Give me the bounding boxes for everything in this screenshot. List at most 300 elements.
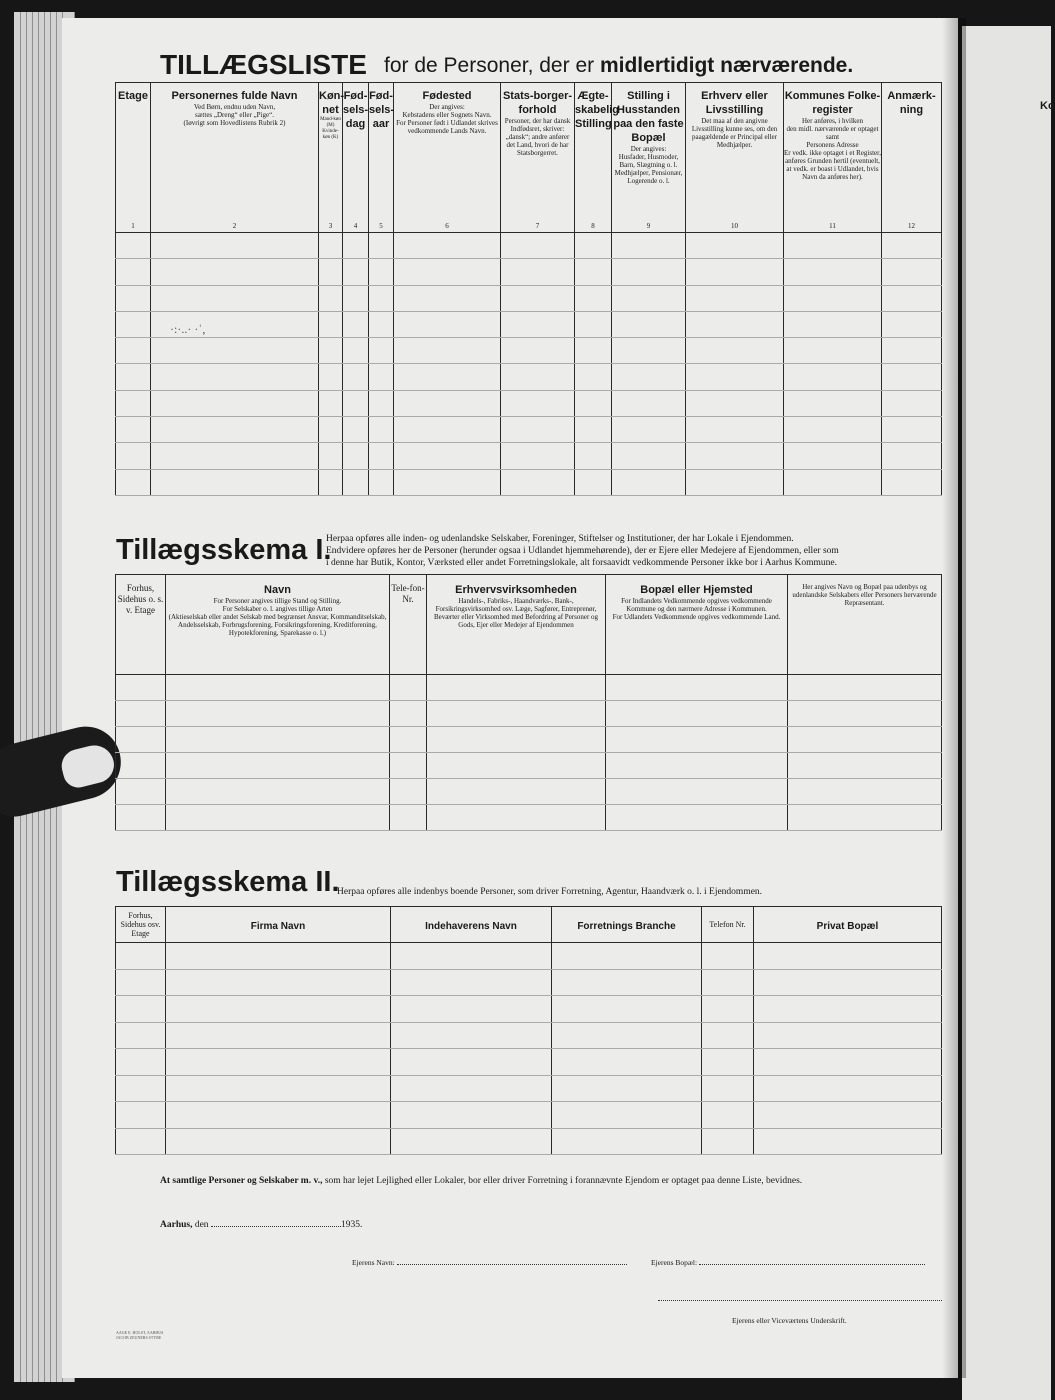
list-cell[interactable] [394,390,501,416]
skema2-cell[interactable] [391,1022,552,1049]
printer-mark: AAGE E. HOLST, AARHUS JACOB ZEUNERS STYRE [116,1330,164,1340]
skema2-cell[interactable] [166,996,391,1023]
list-cell[interactable] [575,364,612,390]
list-cell[interactable] [151,364,319,390]
list-cell[interactable] [116,259,151,285]
list-col-note: Personens Adresse [806,141,859,149]
skema2-col-title: Indehaverens Navn [425,920,517,932]
list-cell[interactable] [612,417,686,443]
skema2-cell[interactable] [116,943,166,970]
skema2-cell[interactable] [552,1022,702,1049]
skema1-col-note: Handels-, Fabriks-, Haandværks-, Bank-, Forsikringsvirksomhed osv. Læge, Sagfører, Entreprenør, Beværter eller Virksomhed med Befordring af Personer og Gods, Ejer eller Medejer af Ejendommen [433,597,599,629]
list-cell[interactable] [612,338,686,364]
list-cell[interactable] [784,311,882,337]
list-cell[interactable] [369,443,394,469]
list-cell[interactable] [151,469,319,495]
skema2-cell[interactable] [552,1075,702,1102]
owner-name-line: Ejerens Navn: [352,1258,627,1267]
list-cell[interactable] [319,390,343,416]
list-cell[interactable] [686,469,784,495]
skema1-col-note: For Indlandets Vedkommende opgives vedkommende Kommune og den nærmere Adresse i Kommunen. [621,597,772,613]
list-col-note: Her anføres, i hvilken [801,117,864,125]
skema2-cell[interactable] [391,1128,552,1155]
list-col-title: Stilling i Husstanden paa den faste Bopæl [613,90,684,144]
skema2-cell[interactable] [116,1102,166,1129]
list-cell[interactable] [319,443,343,469]
skema1-col-note: (Aktieselskab eller andet Selskab med begrænset Ansvar, Kommanditselskab, Andelsselskab, Forbrugsforening, Forsikringsforening, Kreditforening, Hypotekforening, Sparekasse o. l.) [168,613,387,637]
list-col-title: Ægte-skabelig Stilling [575,90,620,130]
skema1-cell[interactable] [606,675,788,701]
list-cell[interactable] [882,390,942,416]
list-cell[interactable] [612,469,686,495]
list-row [116,469,942,495]
list-cell[interactable] [116,233,151,259]
list-cell[interactable] [686,259,784,285]
list-cell[interactable] [151,443,319,469]
list-cell[interactable] [151,390,319,416]
list-cell[interactable] [882,259,942,285]
book-gutter [942,18,966,1378]
skema1-cell[interactable] [427,675,606,701]
list-cell[interactable] [882,311,942,337]
list-cell[interactable] [343,364,369,390]
next-page-text: Ko [1040,100,1055,112]
skema2-col-header-2 [166,907,391,943]
list-cell[interactable] [575,233,612,259]
list-cell[interactable] [151,233,319,259]
skema1-cell[interactable] [606,779,788,805]
skema2-cell[interactable] [391,1075,552,1102]
skema2-cell[interactable] [552,1128,702,1155]
list-cell[interactable] [151,417,319,443]
list-col-header-7 [501,83,575,233]
list-col-note: Mand-køn (M) [320,117,341,128]
skema2-cell[interactable] [754,1128,942,1155]
list-row [116,338,942,364]
skema1-cell[interactable] [788,727,942,753]
skema2-cell[interactable] [166,1075,391,1102]
skema1-row [116,805,942,831]
list-col-header-9 [612,83,686,233]
skema1-cell[interactable] [390,805,427,831]
list-cell[interactable] [501,417,575,443]
skema1-cell[interactable] [788,675,942,701]
skema1-row [116,675,942,701]
skema2-cell[interactable] [166,1128,391,1155]
list-cell[interactable] [501,285,575,311]
skema2-cell[interactable] [391,1049,552,1076]
list-cell[interactable] [116,285,151,311]
list-col-number: 6 [445,222,449,230]
list-cell[interactable] [116,338,151,364]
skema2-cell[interactable] [116,1075,166,1102]
list-col-note: Kebstadens eller Sognets Navn. [402,111,492,119]
list-cell[interactable] [882,364,942,390]
skema2-col-header-6 [754,907,942,943]
list-cell[interactable] [575,417,612,443]
skema1-col-header-5 [606,575,788,675]
list-cell[interactable] [116,469,151,495]
list-col-title: Stats-borger-forhold [502,90,573,116]
list-cell[interactable] [151,338,319,364]
list-cell[interactable] [343,259,369,285]
list-col-header-6 [394,83,501,233]
skema2-row [116,1128,942,1155]
list-cell[interactable] [369,338,394,364]
list-col-header-1 [116,83,151,233]
skema2-cell[interactable] [754,996,942,1023]
list-col-note: For Personer født i Udlandet skrives vedkommende Lands Navn. [396,119,498,135]
list-cell[interactable] [369,285,394,311]
skema2-cell[interactable] [552,943,702,970]
skema1-cell[interactable] [116,779,166,805]
skema1-cell[interactable] [390,727,427,753]
signature-label: Ejerens eller Viceværtens Underskrift. [732,1316,847,1325]
attestation-statement: At samtlige Personer og Selskaber m. v., som har lejet Lejlighed eller Lokaler, bor eller driver Forretning i forannævnte Ejendom er optaget paa denne Liste, bevidnes. [160,1176,803,1186]
skema2-cell[interactable] [754,943,942,970]
list-cell[interactable] [612,259,686,285]
skema2-cell[interactable] [391,969,552,996]
skema1-cell[interactable] [166,701,390,727]
list-cell[interactable] [501,311,575,337]
list-cell[interactable] [784,338,882,364]
list-cell[interactable] [319,259,343,285]
list-title: TILLÆGSLISTE [160,49,367,80]
skema1-cell[interactable] [166,753,390,779]
skema2-cell[interactable] [702,943,754,970]
skema2-cell[interactable] [116,1049,166,1076]
list-cell[interactable] [343,417,369,443]
list-cell[interactable] [575,338,612,364]
list-row [116,443,942,469]
list-col-number: 2 [232,222,237,230]
skema2-cell[interactable] [702,996,754,1023]
list-cell[interactable] [575,469,612,495]
list-cell[interactable] [686,443,784,469]
skema2-cell[interactable] [166,1049,391,1076]
list-cell[interactable] [612,311,686,337]
list-cell[interactable] [784,259,882,285]
skema1-cell[interactable] [427,779,606,805]
signature-dotted-line [658,1300,942,1301]
skema1-cell[interactable] [390,779,427,805]
list-cell[interactable] [319,285,343,311]
skema2-cell[interactable] [702,1075,754,1102]
list-cell[interactable] [319,469,343,495]
skema1-cell[interactable] [606,805,788,831]
skema2-col-title: Telefon Nr. [709,920,746,929]
skema1-col-header-2 [166,575,390,675]
skema1-cell[interactable] [788,701,942,727]
list-cell[interactable] [343,338,369,364]
list-col-header-10 [686,83,784,233]
list-cell[interactable] [369,390,394,416]
list-cell[interactable] [784,390,882,416]
list-cell[interactable] [501,259,575,285]
list-cell[interactable] [612,443,686,469]
skema1-table [115,574,942,831]
skema2-row [116,996,942,1023]
skema2-cell[interactable] [166,943,391,970]
list-cell[interactable] [784,285,882,311]
skema2-row [116,1049,942,1076]
skema1-row [116,727,942,753]
skema2-cell[interactable] [166,1022,391,1049]
list-cell[interactable] [394,285,501,311]
list-cell[interactable] [501,364,575,390]
skema2-row [116,943,942,970]
skema1-col-note: For Selskaber o. l. angives tillige Arten [222,605,333,613]
list-cell[interactable] [343,390,369,416]
skema1-col-title: Erhvervsvirksomheden [455,584,577,596]
skema1-col-header-1 [116,575,166,675]
list-cell[interactable] [116,390,151,416]
list-cell[interactable] [612,233,686,259]
list-cell[interactable] [686,285,784,311]
list-cell[interactable] [575,390,612,416]
list-cell[interactable] [784,233,882,259]
list-col-number: 1 [131,222,135,230]
list-cell[interactable] [575,311,612,337]
owner-address-line: Ejerens Bopæl: [651,1258,925,1267]
skema2-cell[interactable] [552,996,702,1023]
list-cell[interactable] [319,311,343,337]
skema2-row [116,1102,942,1129]
list-cell[interactable] [686,338,784,364]
skema2-cell[interactable] [116,996,166,1023]
list-cell[interactable] [686,233,784,259]
list-cell[interactable] [612,364,686,390]
skema1-col-header-4 [427,575,606,675]
skema2-row [116,1075,942,1102]
list-cell[interactable] [369,364,394,390]
list-cell[interactable] [575,259,612,285]
list-cell[interactable] [612,390,686,416]
list-cell[interactable] [501,469,575,495]
list-cell[interactable] [501,443,575,469]
list-row [116,364,942,390]
skema1-cell[interactable] [606,753,788,779]
skema1-cell[interactable] [116,675,166,701]
skema1-cell[interactable] [116,805,166,831]
skema2-col-title: Privat Bopæl [816,920,879,932]
skema2-cell[interactable] [116,969,166,996]
list-col-note: (Iøvrigt som Hovedlistens Rubrik 2) [183,119,286,127]
list-cell[interactable] [394,364,501,390]
list-col-number: 5 [379,222,383,230]
list-subtitle: for de Personer, der er midlertidigt nærværende. [384,54,854,77]
list-cell[interactable] [575,443,612,469]
list-cell[interactable] [116,311,151,337]
list-cell[interactable] [151,259,319,285]
list-cell[interactable] [343,285,369,311]
list-col-note: Ved Børn, endnu uden Navn, [193,103,276,111]
skema2-cell[interactable] [166,1102,391,1129]
list-col-header-4 [343,83,369,233]
skema1-col-note: For Personer angives tillige Stand og Stilling. [213,597,342,605]
list-cell[interactable] [394,311,501,337]
skema2-cell[interactable] [702,969,754,996]
list-cell[interactable] [501,233,575,259]
skema1-cell[interactable] [390,753,427,779]
list-col-title: Kommunes Folke-register [784,90,881,116]
skema1-cell[interactable] [116,753,166,779]
list-cell[interactable] [501,338,575,364]
list-cell[interactable] [394,233,501,259]
list-cell[interactable] [116,364,151,390]
skema1-cell[interactable] [390,701,427,727]
skema1-col-title: Tele-fon-Nr. [391,583,425,604]
list-cell[interactable] [369,233,394,259]
list-cell[interactable] [686,364,784,390]
list-cell[interactable] [686,311,784,337]
list-cell[interactable] [394,469,501,495]
skema2-cell[interactable] [552,1102,702,1129]
list-col-title: Fød-sels-aar [369,90,395,130]
list-cell[interactable] [319,364,343,390]
list-cell[interactable] [116,417,151,443]
skema2-cell[interactable] [702,1128,754,1155]
list-col-header-12 [882,83,942,233]
list-cell[interactable] [369,469,394,495]
skema1-col-header-3 [390,575,427,675]
skema2-cell[interactable] [754,1022,942,1049]
skema2-cell[interactable] [702,1102,754,1129]
list-col-note: Kvinde-køn (K) [322,129,339,140]
skema1-cell[interactable] [166,805,390,831]
list-cell[interactable] [343,311,369,337]
list-col-header-3 [319,83,343,233]
skema2-cell[interactable] [754,1102,942,1129]
list-cell[interactable] [394,443,501,469]
list-col-number: 12 [908,222,915,230]
list-row [116,233,942,259]
list-cell[interactable] [784,417,882,443]
skema1-cell[interactable] [390,675,427,701]
skema2-cell[interactable] [552,1049,702,1076]
list-col-title: Personernes fulde Navn [171,90,298,102]
list-cell[interactable] [784,443,882,469]
date-line: Aarhus, den 1935. [160,1220,363,1230]
list-cell[interactable] [686,390,784,416]
list-cell[interactable] [394,259,501,285]
list-col-note: sættes „Dreng“ eller „Pige“. [195,111,274,119]
list-col-title: Fød-sels-dag [343,90,369,130]
skema2-title: Tillægsskema II. [116,866,340,898]
list-cell[interactable] [369,259,394,285]
skema1-cell[interactable] [606,727,788,753]
list-cell[interactable] [686,417,784,443]
list-cell[interactable] [882,285,942,311]
list-cell[interactable] [319,233,343,259]
skema2-cell[interactable] [166,969,391,996]
skema1-cell[interactable] [166,727,390,753]
list-cell[interactable] [151,285,319,311]
list-col-title: Fødested [422,90,472,102]
skema1-cell[interactable] [606,701,788,727]
list-cell[interactable] [575,285,612,311]
skema2-cell[interactable] [754,1049,942,1076]
list-cell[interactable] [501,390,575,416]
skema2-cell[interactable] [391,943,552,970]
skema1-cell[interactable] [166,779,390,805]
list-col-note: Det maa af den angivne Livsstilling kunne ses, om den paagældende er Principal eller Medhjælper. [691,117,778,149]
skema1-cell[interactable] [427,805,606,831]
list-col-title: Etage [118,90,148,102]
list-cell[interactable] [882,338,942,364]
list-cell[interactable] [784,469,882,495]
skema2-cell[interactable] [116,1022,166,1049]
skema2-cell[interactable] [754,969,942,996]
skema2-cell[interactable] [116,1128,166,1155]
skema1-cell[interactable] [427,701,606,727]
list-col-title: Anmærk-ning [887,90,936,116]
skema1-row [116,701,942,727]
list-cell[interactable] [882,233,942,259]
skema1-col-header-6 [788,575,942,675]
skema2-cell[interactable] [754,1075,942,1102]
list-col-header-2 [151,83,319,233]
list-cell[interactable] [394,338,501,364]
list-cell[interactable] [394,417,501,443]
list-cell[interactable] [369,311,394,337]
skema2-col-title: Forhus, Sidehus osv. Etage [120,911,161,938]
list-row [116,259,942,285]
skema1-cell[interactable] [427,753,606,779]
skema1-cell[interactable] [788,753,942,779]
skema2-row [116,1022,942,1049]
list-cell[interactable] [319,338,343,364]
skema1-cell[interactable] [116,727,166,753]
skema1-cell[interactable] [166,675,390,701]
skema2-cell[interactable] [391,996,552,1023]
skema2-cell[interactable] [391,1102,552,1129]
skema1-col-title: Forhus, Sidehus o. s. v. Etage [117,583,164,615]
list-cell[interactable] [319,417,343,443]
tillaegsliste-table [115,82,942,496]
list-cell[interactable] [784,364,882,390]
list-cell[interactable] [369,417,394,443]
list-cell[interactable] [343,469,369,495]
skema2-col-title: Firma Navn [250,920,306,932]
skema2-cell[interactable] [702,1049,754,1076]
list-col-note: Der angives: [429,103,465,111]
list-col-number: 9 [646,222,651,230]
list-col-number: 3 [328,222,333,230]
list-cell[interactable] [882,443,942,469]
list-cell[interactable] [116,443,151,469]
skema2-cell[interactable] [702,1022,754,1049]
list-col-number: 8 [591,222,595,230]
list-cell[interactable] [882,469,942,495]
list-cell[interactable] [612,285,686,311]
list-cell[interactable] [343,233,369,259]
skema1-col-note: Her angives Navn og Bopæl paa udenbys og udenlandske Selskabers eller Personers herværende Repræsentant. [792,583,937,607]
list-row [116,417,942,443]
skema1-cell[interactable] [788,779,942,805]
skema1-cell[interactable] [116,701,166,727]
list-col-title: Køn-net [319,90,345,116]
list-cell[interactable] [882,417,942,443]
list-col-header-5 [369,83,394,233]
skema1-title: Tillægsskema I. [116,534,332,566]
skema2-cell[interactable] [552,969,702,996]
list-col-number: 4 [353,222,358,230]
list-cell[interactable] [343,443,369,469]
skema2-table [115,906,942,1155]
skema1-cell[interactable] [427,727,606,753]
skema1-cell[interactable] [788,805,942,831]
